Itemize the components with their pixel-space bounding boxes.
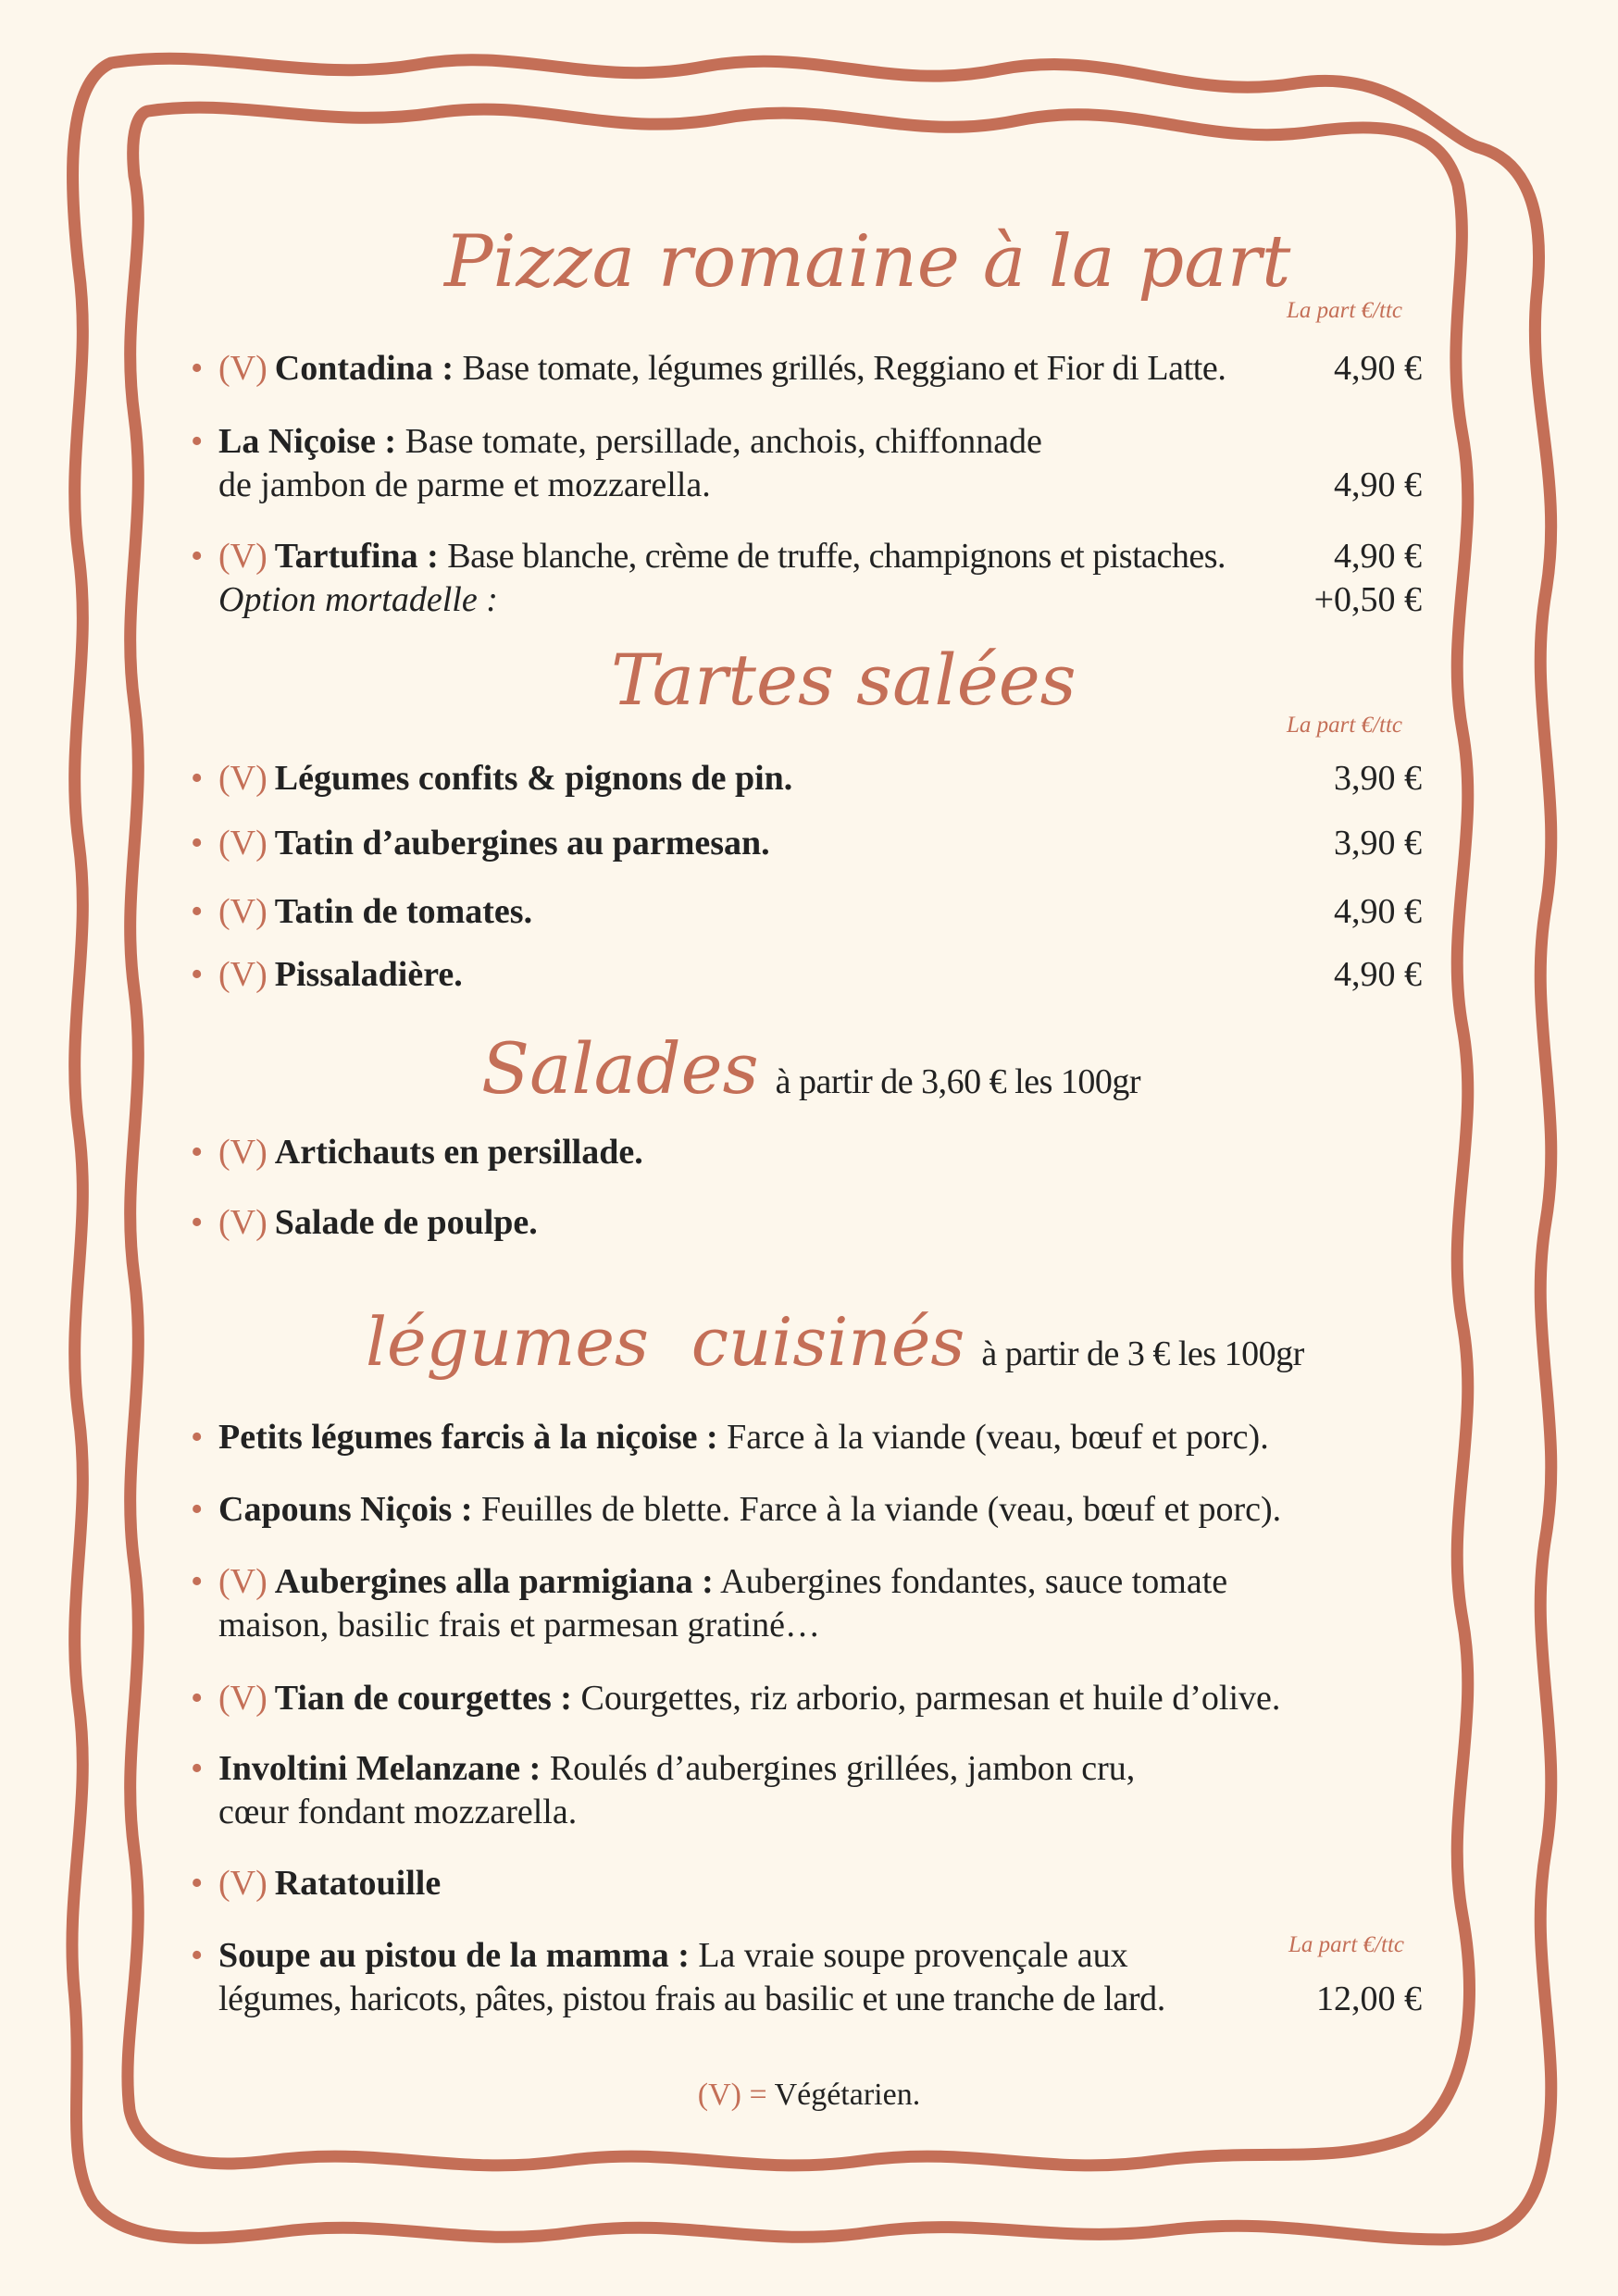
bullet-icon: • [191,1864,204,1903]
price-header-pizza: La part €/ttc [1287,298,1403,323]
item-name: Capouns Niçois : [218,1490,473,1529]
item-name: Tartufina : [274,537,439,576]
item-option: Option mortadelle : [218,580,498,619]
item-desc: Farce à la viande (veau, bœuf et porc). [727,1418,1269,1457]
item-price: 4,90 € [1334,955,1422,994]
vegetarian-tag: (V) [218,759,268,798]
item-price: 12,00 € [1316,1980,1422,2018]
menu-item-tatin-tomates [191,890,1422,934]
menu-item-tatin-aubergines [191,822,1422,865]
bullet-icon: • [191,422,204,461]
vegetarian-tag: (V) [218,537,268,576]
section-title-tartes: Tartes salées [611,639,1077,721]
item-name: Tatin d’aubergines au parmesan. [274,824,770,863]
bullet-icon: • [191,759,204,798]
menu-item-ratatouille [191,1862,1422,1905]
section-subtitle: à partir de 3,60 € les 100gr [775,1062,1141,1101]
vegetarian-tag: (V) [218,1679,268,1718]
item-desc: Base tomate, persillade, anchois, chiffonnade [404,422,1042,461]
item-desc-line2: de jambon de parme et mozzarella. [218,465,711,504]
legend-tag: (V) [697,2078,741,2112]
price-header-tartes: La part €/ttc [1287,713,1403,738]
item-name: Artichauts en persillade. [274,1133,643,1172]
item-price: 4,90 € [1334,892,1422,931]
item-desc: Feuilles de blette. Farce à la viande (veau, bœuf et porc). [481,1490,1282,1529]
vegetarian-tag: (V) [218,892,268,931]
menu-item-involtini-melanzane [191,1747,1422,1834]
bullet-icon: • [191,1490,204,1529]
legend-text: Végétarien. [774,2078,921,2112]
item-price: 3,90 € [1334,824,1422,863]
vegetarian-tag: (V) [218,1562,268,1601]
bullet-icon: • [191,1936,204,1975]
item-name: Petits légumes farcis à la niçoise : [218,1418,718,1457]
item-desc: Base blanche, crème de truffe, champignons et pistaches. [447,537,1226,576]
menu-item-legumes-confits [191,757,1422,800]
bullet-icon: • [191,1562,204,1601]
bullet-icon: • [191,892,204,931]
menu-item-contadina [191,347,1422,391]
item-desc-line2: légumes, haricots, pâtes, pistou frais au basilic et une tranche de lard. [218,1980,1165,2018]
item-name: Salade de poulpe. [274,1203,538,1242]
vegetarian-tag: (V) [218,955,268,994]
item-desc: Courgettes, riz arborio, parmesan et huile d’olive. [580,1679,1281,1718]
item-option-price: +0,50 € [1313,580,1422,619]
item-desc-line2: maison, basilic frais et parmesan gratiné… [218,1606,821,1644]
bullet-icon: • [191,955,204,994]
item-name: Pissaladière. [274,955,463,994]
price-header-legumes: La part €/ttc [1288,1932,1405,1957]
item-price: 3,90 € [1334,759,1422,798]
section-title-legumes [366,1303,1304,1381]
menu-item-artichauts [191,1131,1422,1174]
item-name: Soupe au pistou de la mamma : [218,1936,690,1975]
item-name: Involtini Melanzane : [218,1749,541,1788]
item-name: Ratatouille [274,1864,442,1903]
item-desc: Roulés d’aubergines grillées, jambon cru, [549,1749,1136,1788]
menu-item-tian-courgettes [191,1677,1422,1720]
item-name: Contadina : [274,349,454,388]
bullet-icon: • [191,1749,204,1788]
menu-item-salade-poulpe [191,1201,1422,1245]
bullet-icon: • [191,824,204,863]
section-title-text: légumes cuisinés [366,1303,965,1381]
menu-item-la-nicoise [191,420,1422,507]
menu-item-aubergines-parmigiana [191,1560,1422,1647]
item-price: 4,90 € [1334,349,1422,388]
item-price: 4,90 € [1334,465,1422,504]
vegetarian-tag: (V) [218,349,268,388]
menu-item-tartufina [191,535,1422,622]
item-name: Légumes confits & pignons de pin. [274,759,793,798]
bullet-icon: • [191,349,204,388]
vegetarian-legend [0,2078,1618,2113]
item-name: Tian de courgettes : [274,1679,572,1718]
item-name: Aubergines alla parmigiana : [274,1562,714,1601]
section-title-text: Salades [481,1027,759,1110]
item-price: 4,90 € [1334,537,1422,576]
bullet-icon: • [191,1203,204,1242]
bullet-icon: • [191,1418,204,1457]
item-name: Tatin de tomates. [274,892,533,931]
vegetarian-tag: (V) [218,1133,268,1172]
menu-item-capouns-nicois [191,1488,1422,1532]
item-desc: Aubergines fondantes, sauce tomate [720,1562,1228,1601]
item-desc-line2: cœur fondant mozzarella. [218,1793,578,1831]
menu-item-pissaladiere [191,953,1422,997]
bullet-icon: • [191,1133,204,1172]
item-name: La Niçoise : [218,422,397,461]
item-desc: La vraie soupe provençale aux [698,1936,1128,1975]
vegetarian-tag: (V) [218,1864,268,1903]
section-title-salades [481,1027,1140,1110]
section-subtitle: à partir de 3 € les 100gr [981,1334,1304,1373]
vegetarian-tag: (V) [218,1203,268,1242]
menu-item-petits-legumes-farcis [191,1416,1422,1459]
item-desc: Base tomate, légumes grillés, Reggiano et Fior di Latte. [462,349,1226,388]
section-title-pizza: Pizza romaine à la part [444,220,1291,304]
menu-item-soupe-pistou [191,1934,1422,2021]
bullet-icon: • [191,1679,204,1718]
legend-equals: = [749,2078,767,2112]
bullet-icon: • [191,537,204,576]
vegetarian-tag: (V) [218,824,268,863]
